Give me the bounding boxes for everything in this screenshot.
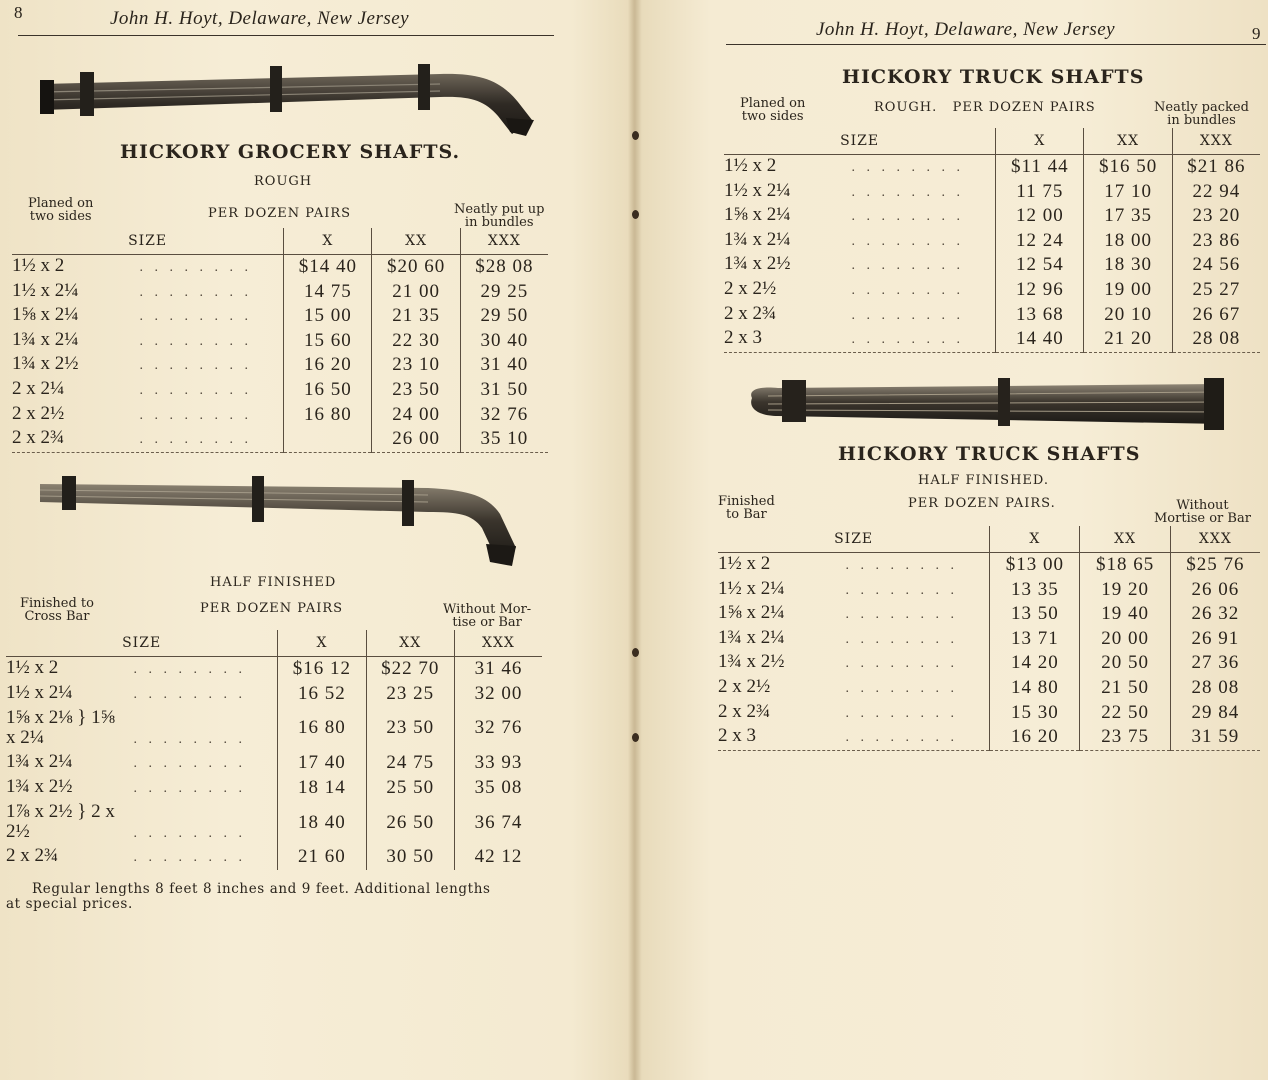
leader-dots: . . . . . . . . <box>132 407 252 423</box>
size-header: SIZE <box>6 630 278 657</box>
x-price: 16 20 <box>990 725 1080 750</box>
xx-price: 26 50 <box>366 800 454 845</box>
leader-dots: . . . . . . . . <box>838 607 958 623</box>
xx-price: 19 20 <box>1080 578 1170 603</box>
xxx-price: 30 40 <box>460 329 548 354</box>
x-price <box>284 427 372 452</box>
xx-price: 23 10 <box>372 353 460 378</box>
table-row <box>724 204 1260 229</box>
xx-price: 24 00 <box>372 403 460 428</box>
size-cell: 1¾ x 2½ <box>6 775 73 797</box>
truck-half-note-left: Finished to Bar <box>718 494 775 522</box>
rough-label: ROUGH <box>254 174 313 189</box>
table-row <box>724 303 1260 328</box>
table-header-row <box>12 228 548 255</box>
xxx-price: 31 40 <box>460 353 548 378</box>
table-row <box>718 701 1260 726</box>
truck-half-finished-price-table <box>718 526 1260 751</box>
size-cell: 1¾ x 2¼ <box>12 328 79 350</box>
table-row <box>12 280 548 305</box>
leader-dots: . . . . . . . . <box>838 558 958 573</box>
left-page <box>0 0 620 1080</box>
xx-price: 30 50 <box>366 845 454 870</box>
xx-price: 23 25 <box>366 682 454 707</box>
xx-price: 21 35 <box>372 304 460 329</box>
xxx-price: 29 84 <box>1170 701 1260 726</box>
xxx-price: 26 06 <box>1170 578 1260 603</box>
size-cell: 1¾ x 2½ <box>724 253 791 275</box>
table-header-row <box>724 128 1260 155</box>
size-cell: 1¾ x 2¼ <box>6 751 73 773</box>
size-cell: 1½ x 2 <box>6 657 59 678</box>
xx-price: 22 30 <box>372 329 460 354</box>
size-cell: 1½ x 2¼ <box>718 577 785 599</box>
leader-dots: . . . . . . . . <box>132 333 252 349</box>
x-price: $11 44 <box>996 155 1084 180</box>
truck-rough-note-left: Planed on two sides <box>740 96 806 124</box>
xxx-price: 23 20 <box>1172 204 1260 229</box>
xxx-price: 23 86 <box>1172 229 1260 254</box>
size-cell: 1⅝ x 2⅛ } 1⅝ x 2¼ <box>6 706 115 748</box>
x-price: 16 50 <box>284 378 372 403</box>
leader-dots: . . . . . . . . <box>844 307 964 323</box>
leader-dots: . . . . . . . . <box>132 382 252 398</box>
x-price: 16 52 <box>278 682 366 707</box>
leader-dots: . . . . . . . . <box>844 332 964 348</box>
half-note-right: Without Mor- tise or Bar <box>443 602 532 630</box>
size-cell: 2 x 3 <box>718 725 756 747</box>
size-header: SIZE <box>12 228 284 255</box>
x-price: 12 24 <box>996 229 1084 254</box>
xxx-price: 32 00 <box>454 682 542 707</box>
xx-price: 19 40 <box>1080 602 1170 627</box>
table-row <box>12 353 548 378</box>
x-price: 15 30 <box>990 701 1080 726</box>
xxx-price: 26 91 <box>1170 627 1260 652</box>
rough-note-left: Planed on two sides <box>28 196 94 224</box>
xx-price: $18 65 <box>1080 553 1170 578</box>
leader-dots: . . . . . . . . <box>126 780 246 796</box>
table-row <box>12 255 548 280</box>
xxx-header: XXX <box>460 228 548 255</box>
leader-dots: . . . . . . . . <box>844 233 964 249</box>
size-cell: 1⅞ x 2½ } 2 x 2½ <box>6 800 115 842</box>
table-row <box>6 845 542 870</box>
binding-hole <box>632 210 639 219</box>
table-row <box>12 304 548 329</box>
table-row <box>6 657 542 682</box>
table-row <box>12 329 548 354</box>
head-rule <box>726 44 1266 45</box>
xx-price: 26 00 <box>372 427 460 452</box>
x-price: 15 00 <box>284 304 372 329</box>
x-price: 11 75 <box>996 180 1084 205</box>
leader-dots: . . . . . . . . <box>132 432 252 448</box>
xxx-price: 29 50 <box>460 304 548 329</box>
table-row <box>6 776 542 801</box>
table-header-row <box>6 630 542 657</box>
size-cell: 1¾ x 2¼ <box>718 626 785 648</box>
xxx-price: 28 08 <box>1172 327 1260 352</box>
table-row <box>718 651 1260 676</box>
xxx-price: 28 08 <box>1170 676 1260 701</box>
x-price: $14 40 <box>284 255 372 280</box>
x-price: $13 00 <box>990 553 1080 578</box>
xxx-header: XXX <box>1172 128 1260 155</box>
size-cell: 1½ x 2¼ <box>6 681 73 703</box>
xxx-price: 29 25 <box>460 280 548 305</box>
xxx-price: 35 10 <box>460 427 548 452</box>
leader-dots: . . . . . . . . <box>838 656 958 672</box>
xxx-header: XXX <box>1170 526 1260 553</box>
size-cell: 2 x 2¾ <box>6 845 59 867</box>
table-row <box>12 378 548 403</box>
leader-dots: . . . . . . . . <box>838 680 958 696</box>
leader-dots: . . . . . . . . <box>844 282 964 298</box>
size-cell: 2 x 3 <box>724 327 762 349</box>
truck-shafts-title: HICKORY TRUCK SHAFTS <box>842 66 1145 88</box>
size-cell: 1½ x 2¼ <box>12 279 79 301</box>
table-row <box>718 725 1260 750</box>
x-price: 16 80 <box>278 706 366 751</box>
xxx-price: 33 93 <box>454 751 542 776</box>
xx-price: 20 00 <box>1080 627 1170 652</box>
grocery-shafts-half-finished-illustration <box>38 470 528 570</box>
x-price: 14 20 <box>990 651 1080 676</box>
rough-note-right: Neatly put up in bundles <box>454 202 545 230</box>
table-row <box>6 751 542 776</box>
truck-shafts-illustration <box>748 376 1238 432</box>
xxx-price: $21 86 <box>1172 155 1260 180</box>
truck-half-per-dozen: PER DOZEN PAIRS. <box>908 496 1056 511</box>
xx-price: $20 60 <box>372 255 460 280</box>
x-header: X <box>278 630 366 657</box>
leader-dots: . . . . . . . . <box>132 260 252 275</box>
x-price: 15 60 <box>284 329 372 354</box>
xx-header: XX <box>1080 526 1170 553</box>
truck-shafts-title-2: HICKORY TRUCK SHAFTS <box>838 443 1141 465</box>
xxx-price: 31 46 <box>454 657 542 682</box>
truck-half-finished-label: HALF FINISHED. <box>918 473 1049 488</box>
truck-rough-price-table <box>724 128 1260 353</box>
x-price: 14 80 <box>990 676 1080 701</box>
xxx-price: 22 94 <box>1172 180 1260 205</box>
xx-price: 23 50 <box>372 378 460 403</box>
size-cell: 2 x 2¾ <box>718 700 771 722</box>
xx-price: 24 75 <box>366 751 454 776</box>
size-cell: 1½ x 2 <box>718 553 771 574</box>
x-price: 17 40 <box>278 751 366 776</box>
table-row <box>718 553 1260 578</box>
leader-dots: . . . . . . . . <box>126 756 246 772</box>
x-price: 18 14 <box>278 776 366 801</box>
xx-price: 17 35 <box>1084 204 1172 229</box>
x-price: 12 00 <box>996 204 1084 229</box>
grocery-shafts-title: HICKORY GROCERY SHAFTS. <box>120 141 461 163</box>
size-cell: 1⅝ x 2¼ <box>718 602 785 624</box>
xx-price: 20 10 <box>1084 303 1172 328</box>
page-number: 9 <box>1252 24 1261 43</box>
table-row <box>718 676 1260 701</box>
right-page <box>648 0 1268 1080</box>
x-price: 14 75 <box>284 280 372 305</box>
xx-price: 25 50 <box>366 776 454 801</box>
xxx-price: 42 12 <box>454 845 542 870</box>
xx-price: $22 70 <box>366 657 454 682</box>
x-price: 13 68 <box>996 303 1084 328</box>
xx-price: 23 75 <box>1080 725 1170 750</box>
leader-dots: . . . . . . . . <box>838 582 958 598</box>
table-row <box>718 602 1260 627</box>
grocery-shafts-rough-illustration <box>40 62 540 142</box>
x-price: 12 96 <box>996 278 1084 303</box>
page-number: 8 <box>14 3 23 22</box>
xxx-price: 36 74 <box>454 800 542 845</box>
xx-price: 19 00 <box>1084 278 1172 303</box>
leader-dots: . . . . . . . . <box>126 686 246 702</box>
x-header: X <box>996 128 1084 155</box>
x-price: 12 54 <box>996 253 1084 278</box>
x-price: 14 40 <box>996 327 1084 352</box>
leader-dots: . . . . . . . . <box>126 825 246 841</box>
xx-price: 21 00 <box>372 280 460 305</box>
xx-price: 21 20 <box>1084 327 1172 352</box>
xx-price: 23 50 <box>366 706 454 751</box>
table-row <box>724 327 1260 352</box>
xxx-price: 25 27 <box>1172 278 1260 303</box>
leader-dots: . . . . . . . . <box>838 631 958 647</box>
xx-price: $16 50 <box>1084 155 1172 180</box>
xx-price: 22 50 <box>1080 701 1170 726</box>
table-row <box>724 229 1260 254</box>
xxx-price: 26 32 <box>1170 602 1260 627</box>
size-cell: 1¾ x 2½ <box>12 353 79 375</box>
leader-dots: . . . . . . . . <box>844 160 964 175</box>
xx-header: XX <box>366 630 454 657</box>
xxx-header: XXX <box>454 630 542 657</box>
x-price: $16 12 <box>278 657 366 682</box>
size-cell: 1¾ x 2¼ <box>724 228 791 250</box>
book-gutter <box>628 0 642 1080</box>
leader-dots: . . . . . . . . <box>126 731 246 747</box>
x-price: 13 50 <box>990 602 1080 627</box>
xxx-price: 35 08 <box>454 776 542 801</box>
xxx-price: 31 59 <box>1170 725 1260 750</box>
table-header-row <box>718 526 1260 553</box>
x-price: 16 80 <box>284 403 372 428</box>
size-cell: 2 x 2½ <box>12 402 65 424</box>
size-cell: 2 x 2¾ <box>724 302 777 324</box>
size-cell: 1½ x 2¼ <box>724 179 791 201</box>
grocery-half-finished-price-table <box>6 630 542 870</box>
xxx-price: 26 67 <box>1172 303 1260 328</box>
table-row <box>718 578 1260 603</box>
xxx-price: $25 76 <box>1170 553 1260 578</box>
leader-dots: . . . . . . . . <box>838 705 958 721</box>
truck-half-note-right: Without Mortise or Bar <box>1154 498 1251 526</box>
half-finished-label: HALF FINISHED <box>210 575 337 590</box>
xx-header: XX <box>372 228 460 255</box>
leader-dots: . . . . . . . . <box>132 309 252 325</box>
xxx-price: 24 56 <box>1172 253 1260 278</box>
table-row <box>724 278 1260 303</box>
x-price: 18 40 <box>278 800 366 845</box>
xxx-price: 27 36 <box>1170 651 1260 676</box>
xx-price: 18 30 <box>1084 253 1172 278</box>
xx-price: 18 00 <box>1084 229 1172 254</box>
xxx-price: 32 76 <box>460 403 548 428</box>
binding-hole <box>632 648 639 657</box>
table-row <box>724 180 1260 205</box>
size-cell: 2 x 2¾ <box>12 427 65 449</box>
table-row <box>12 403 548 428</box>
xxx-price: 31 50 <box>460 378 548 403</box>
table-row <box>724 155 1260 180</box>
xx-price: 21 50 <box>1080 676 1170 701</box>
table-row <box>718 627 1260 652</box>
size-header: SIZE <box>724 128 996 155</box>
size-header: SIZE <box>718 526 990 553</box>
x-price: 13 35 <box>990 578 1080 603</box>
running-head: John H. Hoyt, Delaware, New Jersey <box>816 19 1116 40</box>
x-header: X <box>284 228 372 255</box>
size-cell: 2 x 2½ <box>718 675 771 697</box>
xx-price: 17 10 <box>1084 180 1172 205</box>
truck-rough-note-right: Neatly packed in bundles <box>1154 100 1249 128</box>
table-row <box>6 706 542 751</box>
truck-rough-per-dozen: ROUGH. PER DOZEN PAIRS <box>874 100 1096 115</box>
binding-hole <box>632 733 639 742</box>
running-head: John H. Hoyt, Delaware, New Jersey <box>110 8 410 29</box>
leader-dots: . . . . . . . . <box>132 284 252 300</box>
x-price: 16 20 <box>284 353 372 378</box>
xxx-price: 32 76 <box>454 706 542 751</box>
xxx-price: $28 08 <box>460 255 548 280</box>
leader-dots: . . . . . . . . <box>844 209 964 225</box>
table-row <box>6 682 542 707</box>
size-cell: 1¾ x 2½ <box>718 651 785 673</box>
leader-dots: . . . . . . . . <box>126 850 246 866</box>
lengths-footnote: Regular lengths 8 feet 8 inches and 9 feet. Additional lengths at special prices. <box>6 881 491 912</box>
leader-dots: . . . . . . . . <box>132 358 252 374</box>
grocery-rough-price-table <box>12 228 548 453</box>
half-per-dozen: PER DOZEN PAIRS <box>200 601 344 616</box>
leader-dots: . . . . . . . . <box>844 258 964 274</box>
x-price: 13 71 <box>990 627 1080 652</box>
binding-hole <box>632 131 639 140</box>
table-row <box>724 253 1260 278</box>
leader-dots: . . . . . . . . <box>844 184 964 200</box>
size-cell: 2 x 2¼ <box>12 377 65 399</box>
xx-price: 20 50 <box>1080 651 1170 676</box>
table-row <box>6 800 542 845</box>
size-cell: 1⅝ x 2¼ <box>724 204 791 226</box>
leader-dots: . . . . . . . . <box>838 730 958 746</box>
rough-per-dozen: PER DOZEN PAIRS <box>208 206 352 221</box>
xx-header: XX <box>1084 128 1172 155</box>
head-rule <box>18 35 554 36</box>
leader-dots: . . . . . . . . <box>126 662 246 677</box>
size-cell: 1⅝ x 2¼ <box>12 304 79 326</box>
size-cell: 1½ x 2 <box>724 155 777 176</box>
size-cell: 2 x 2½ <box>724 277 777 299</box>
x-header: X <box>990 526 1080 553</box>
table-row <box>12 427 548 452</box>
half-note-left: Finished to Cross Bar <box>20 596 94 624</box>
size-cell: 1½ x 2 <box>12 255 65 276</box>
x-price: 21 60 <box>278 845 366 870</box>
